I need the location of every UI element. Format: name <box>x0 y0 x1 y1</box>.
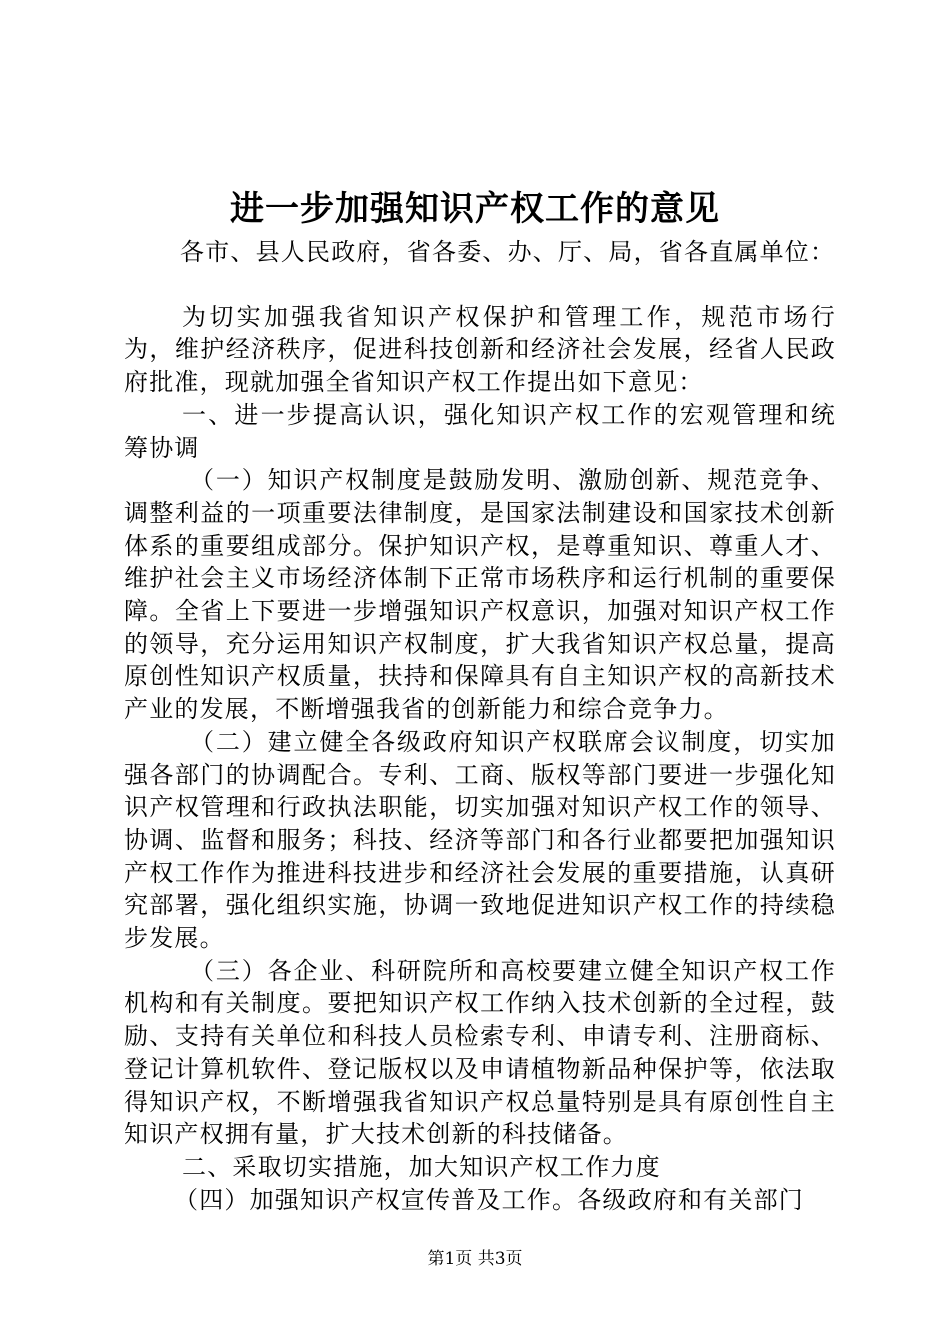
document-title: 进一步加强知识产权工作的意见 <box>230 189 720 229</box>
document-body <box>124 236 836 1216</box>
paragraph-item-2: （二）建立健全各级政府知识产权联席会议制度，切实加强各部门的协调配合。专利、工商、版权等部门要进一步强化知识产权管理和行政执法职能，切实加强对知识产权工作的领导、协调、监督和服务；科技、经济等部门和各行业都要把加强知识产权工作作为推进科技进步和经济社会发展的重要措施，认真研究部署，强化组织实施，协调一致地促进知识产权工作的持续稳步发展。 <box>124 727 836 953</box>
section-heading-1: 一、进一步提高认识，强化知识产权工作的宏观管理和统筹协调 <box>124 400 836 462</box>
page-number: 第1页 共3页 <box>427 1249 523 1269</box>
paragraph-item-4: （四）加强知识产权宣传普及工作。各级政府和有关部门 <box>174 1185 804 1214</box>
section-heading-2: 二、采取切实措施，加大知识产权工作力度 <box>182 1152 661 1181</box>
paragraph-item-1: （一）知识产权制度是鼓励发明、激励创新、规范竞争、调整利益的一项重要法律制度，是国家法制建设和国家技术创新体系的重要组成部分。保护知识产权，是尊重知识、尊重人才、维护社会主义市场经济体制下正常市场秩序和运行机制的重要保障。全省上下要进一步增强知识产权意识，加强对知识产权工作的领导，充分运用知识产权制度，扩大我省知识产权总量，提高原创性知识产权质量，扶持和保障具有自主知识产权的高新技术产业的发展，不断增强我省的创新能力和综合竞争力。 <box>124 466 836 724</box>
paragraph-item-3: （三）各企业、科研院所和高校要建立健全知识产权工作机构和有关制度。要把知识产权工作纳入技术创新的全过程，鼓励、支持有关单位和科技人员检索专利、申请专利、注册商标、登记计算机软件、登记版权以及申请植物新品种保护等，依法取得知识产权，不断增强我省知识产权总量特别是具有原创性自主知识产权拥有量，扩大技术创新的科技储备。 <box>124 956 836 1149</box>
intro-paragraph: 为切实加强我省知识产权保护和管理工作，规范市场行为，维护经济秩序，促进科技创新和经济社会发展，经省人民政府批准，现就加强全省知识产权工作提出如下意见： <box>124 302 836 397</box>
salutation: 各市、县人民政府，省各委、办、厅、局，省各直属单位： <box>180 238 836 266</box>
